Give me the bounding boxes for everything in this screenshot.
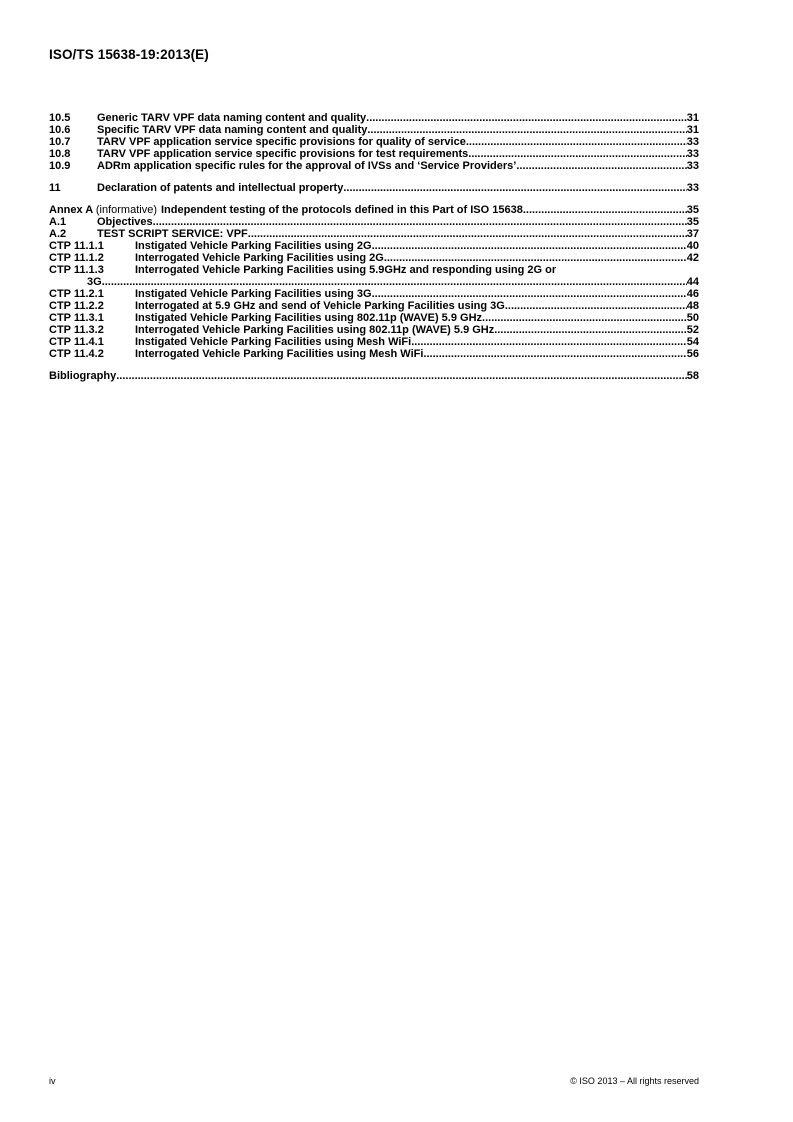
toc-entry-page: 35	[686, 204, 699, 216]
toc-entry-page: 42	[686, 252, 699, 264]
toc-entry-number: CTP 11.3.2	[49, 324, 104, 336]
table-of-contents	[49, 112, 699, 382]
toc-entry-page: 50	[686, 312, 699, 324]
toc-entry[interactable]	[49, 300, 699, 312]
toc-entry-title: Generic TARV VPF data naming content and quality	[97, 112, 367, 124]
toc-entry-title: Specific TARV VPF data naming content and quality	[97, 124, 368, 136]
toc-dot-leader	[466, 136, 687, 148]
toc-entry-title: TARV VPF application service specific provisions for test requirements	[97, 148, 469, 160]
toc-entry-number: 10.5	[49, 112, 71, 124]
toc-entry-number: CTP 11.1.2	[49, 252, 104, 264]
document-id-header: ISO/TS 15638-19:2013(E)	[49, 47, 209, 62]
toc-entry-page: 48	[686, 300, 699, 312]
toc-entry-title: Instigated Vehicle Parking Facilities using Mesh WiFi	[135, 336, 412, 348]
toc-entry[interactable]	[49, 148, 699, 160]
toc-entry-number: CTP 11.4.2	[49, 348, 104, 360]
toc-dot-leader	[366, 112, 687, 124]
toc-entry-continuation-line	[49, 276, 699, 288]
toc-entry-title: Independent testing of the protocols defined in this Part of ISO 15638	[161, 204, 523, 216]
toc-entry-title: Bibliography	[49, 370, 117, 382]
toc-entry-number: 11	[49, 182, 61, 194]
toc-entry-title: Instigated Vehicle Parking Facilities using 802.11p (WAVE) 5.9 GHz	[135, 312, 483, 324]
toc-dot-leader	[248, 228, 687, 240]
toc-dot-leader	[468, 148, 686, 160]
toc-entry-number: 10.6	[49, 124, 71, 136]
toc-dot-leader	[116, 370, 687, 382]
toc-entry-annex[interactable]	[49, 204, 699, 216]
toc-entry[interactable]	[49, 124, 699, 136]
toc-entry[interactable]	[49, 160, 699, 172]
toc-dot-leader	[384, 252, 687, 264]
toc-dot-leader	[411, 336, 687, 348]
toc-entry-number: CTP 11.4.1	[49, 336, 104, 348]
toc-entry-number: 10.7	[49, 136, 71, 148]
toc-entry[interactable]	[49, 240, 699, 252]
toc-entry-number: CTP 11.3.1	[49, 312, 104, 324]
toc-dot-leader	[343, 182, 686, 194]
toc-entry[interactable]	[49, 336, 699, 348]
toc-entry-page: 35	[686, 216, 699, 228]
toc-entry-page: 52	[686, 324, 699, 336]
toc-entry-page: 46	[686, 288, 699, 300]
toc-entry-title: TARV VPF application service specific provisions for quality of service	[97, 136, 466, 148]
toc-entry-page: 33	[686, 148, 699, 160]
toc-entry-page: 40	[686, 240, 699, 252]
toc-entry-title: Interrogated Vehicle Parking Facilities using Mesh WiFi	[135, 348, 424, 360]
toc-entry-page: 33	[686, 160, 699, 172]
toc-entry[interactable]	[49, 348, 699, 360]
toc-dot-leader	[372, 288, 687, 300]
toc-entry[interactable]	[49, 136, 699, 148]
toc-entry[interactable]	[49, 288, 699, 300]
toc-entry-page: 56	[686, 348, 699, 360]
toc-dot-leader	[423, 348, 686, 360]
toc-dot-leader	[494, 324, 687, 336]
annex-informative-tag: (informative)	[95, 204, 157, 216]
toc-dot-leader	[102, 276, 687, 288]
toc-entry-number: 10.8	[49, 148, 71, 160]
annex-label: Annex A	[49, 204, 93, 216]
toc-entry-title: Interrogated Vehicle Parking Facilities using 5.9GHz and responding using 2G or	[135, 264, 557, 276]
toc-entry-number	[49, 204, 161, 216]
toc-entry[interactable]	[49, 228, 699, 240]
toc-entry-page: 44	[686, 276, 699, 288]
toc-entry-number: CTP 11.1.1	[49, 240, 104, 252]
toc-entry-page: 54	[686, 336, 699, 348]
toc-entry[interactable]	[49, 216, 699, 228]
toc-entry-title-continued: 3G	[87, 276, 102, 288]
toc-entry-page: 33	[686, 136, 699, 148]
toc-entry-number: CTP 11.2.2	[49, 300, 104, 312]
toc-dot-leader	[153, 216, 687, 228]
toc-entry-number: A.2	[49, 228, 67, 240]
toc-entry-page: 33	[686, 182, 699, 194]
toc-dot-leader	[367, 124, 686, 136]
toc-entry-bibliography[interactable]	[49, 370, 699, 382]
toc-entry-title: Interrogated Vehicle Parking Facilities using 2G	[135, 252, 384, 264]
toc-entry-page: 31	[686, 124, 699, 136]
footer-page-number: iv	[49, 1076, 56, 1086]
footer-copyright: © ISO 2013 – All rights reserved	[570, 1076, 699, 1086]
toc-entry-title: Instigated Vehicle Parking Facilities using 2G	[135, 240, 372, 252]
toc-entry-title: Objectives	[97, 216, 153, 228]
toc-entry-title: Interrogated at 5.9 GHz and send of Vehicle Parking Facilities using 3G	[135, 300, 505, 312]
toc-entry-number: 10.9	[49, 160, 71, 172]
toc-entry-title: ADRm application specific rules for the approval of IVSs and ‘Service Providers’	[97, 160, 517, 172]
toc-entry[interactable]	[49, 112, 699, 124]
toc-dot-leader	[516, 160, 686, 172]
toc-entry-first-line	[49, 264, 699, 276]
toc-entry-title: Declaration of patents and intellectual property	[97, 182, 344, 194]
toc-entry-wrapped[interactable]	[49, 264, 699, 288]
toc-entry[interactable]	[49, 252, 699, 264]
toc-entry-number: CTP 11.1.3	[49, 264, 104, 276]
toc-entry[interactable]	[49, 324, 699, 336]
toc-dot-leader	[482, 312, 687, 324]
toc-entry-number: CTP 11.2.1	[49, 288, 104, 300]
toc-entry[interactable]	[49, 312, 699, 324]
toc-entry-page: 31	[686, 112, 699, 124]
toc-dot-leader	[372, 240, 687, 252]
toc-entry-page: 37	[686, 228, 699, 240]
toc-dot-leader	[505, 300, 687, 312]
toc-entry-title: Instigated Vehicle Parking Facilities using 3G	[135, 288, 372, 300]
toc-dot-leader	[523, 204, 687, 216]
toc-entry-page: 58	[686, 370, 699, 382]
toc-entry[interactable]	[49, 182, 699, 194]
toc-entry-title: TEST SCRIPT SERVICE: VPF	[97, 228, 248, 240]
toc-entry-number: A.1	[49, 216, 67, 228]
toc-entry-title: Interrogated Vehicle Parking Facilities using 802.11p (WAVE) 5.9 GHz	[135, 324, 495, 336]
